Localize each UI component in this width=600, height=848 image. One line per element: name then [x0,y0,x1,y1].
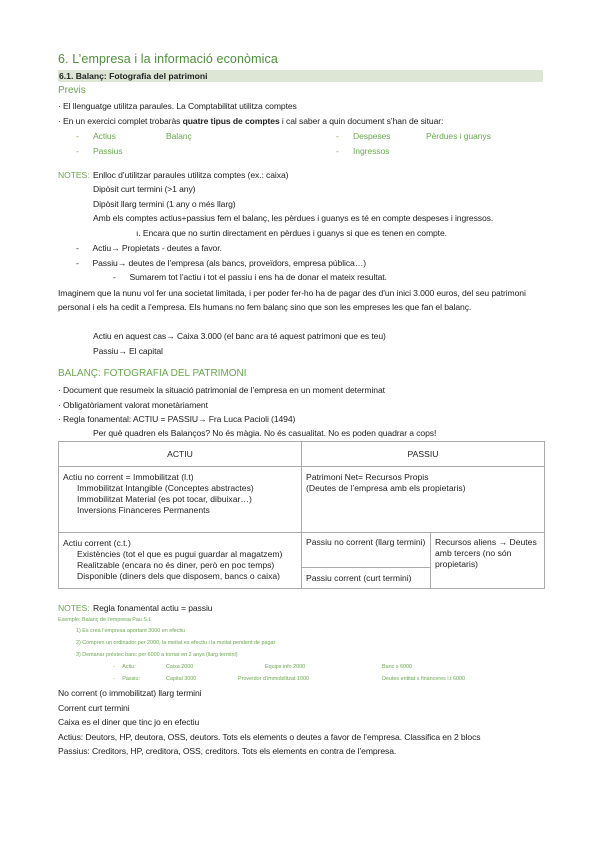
note-line: Regla fonamental actiu = passiu [93,603,213,613]
balanc-line: Per què quadren els Balanços? No és màgia. No és casualitat. No es poden quadrar a cops! [93,428,437,438]
recursos-aliens-cell: Recursos aliens → Deutes amb tercers (no són propietaris) [431,533,545,589]
example-value: Capital 3000 [166,676,197,682]
actiu-corrent-cell [59,533,302,589]
example-step: 3) Demanar préstec banc per 6000 a tornar en 2 anys (llarg termini) [76,652,238,658]
passiu-header: PASSIU [302,442,545,467]
list-item: Immobilitzat Intangible (Conceptes abstractes) [77,483,254,493]
tail-line: Actius: Deutors, HP, deutora, OSS, deutors. Tots els elements o deutes a favor de l’empresa. Classifica en 2 blocs [58,732,481,742]
list-bullet: - [76,146,79,156]
note-line: - Passiu→ deutes de l’empresa (als bancs, proveïdors, empresa pública…) [76,258,366,268]
list-item: Inversions Financeres Permanents [77,505,210,515]
list-bullet: - [336,131,339,141]
balanc-line: · Document que resumeix la situació patrimonial de l’empresa en un moment determinat [58,385,385,395]
example-title: Exemple: Balanç de l’empresa Pau S.L [58,617,152,623]
balanc-line: · Obligatòriament valorat monetàriament [58,400,208,410]
passiu-corrent-cell: Passiu corrent (curt termini) [302,568,431,589]
example-value: Banc s 6000 [382,664,412,670]
note-line: Enlloc d’utilitzar paraules utilitza comptes (ex.: caixa) [93,170,289,180]
balanc-heading: BALANÇ: FOTOGRAFIA DEL PATRIMONI [58,368,247,379]
patrimoni-net-desc: (Deutes de l’empresa amb els propietaris) [306,483,466,493]
example-paragraph: Imaginem que la nunu vol fer una societat limitada, i per poder fer-ho ha de pagar des d’un inici 3.000 euros, del seu patrimoni personal i els ha cedit a l’empresa. Els humans no fem balanç sino que son les empreses les que fan el balanç. [58,288,526,312]
list-item: Existències (tot el que es pugui guardar al magatzem) [77,549,283,559]
note-line: Actiu en aquest cas→ Caixa 3.000 (el banc ara té aquest patrimoni que es teu) [93,331,386,341]
actiu-no-corrent-title: Actiu no corrent = Immobilitzat (l.t) [63,472,194,482]
tail-line: Corrent curt termini [58,703,130,713]
note-line: Amb els comptes actius+passius fem el balanç, les pèrdues i guanys es té en compte despeses i ingressos. [93,213,494,223]
note-line: - Sumarem tot l’actiu i tot el passiu i ens ha de donar el mateix resultat. [113,272,387,282]
balance-table [58,441,545,589]
actiu-header: ACTIU [59,442,302,467]
list-item: Immobilitzat Material (es pot tocar, dibuixar…) [77,494,252,504]
example-value: Deutes entitat s financeres l.t 6000 [382,676,466,682]
actiu-corrent-title: Actiu corrent (c.t.) [63,538,131,548]
previs-heading: Previs [58,85,86,96]
passiu-no-corrent-cell: Passiu no corrent (llarg termini) [302,533,431,568]
note-line: Dipòsit curt termini (>1 any) [93,184,196,194]
list-item: Disponible (diners dels que disposem, bancs o caixa) [77,571,281,581]
example-actiu-label: - Actiu: [113,664,136,670]
notes-label: NOTES: [58,170,90,180]
note-line: Passiu→ El capital [93,346,163,356]
tail-line: Passius: Creditors, HP, creditora, OSS, creditors. Tots els elements en contra de l’empresa. [58,746,397,756]
page-title: 6. L’empresa i la informació econòmica [58,52,278,66]
example-value: Proveïdor d’immobilitzat 1000 [238,676,310,682]
account-type: Balanç [166,131,192,141]
previs-line: · El llenguatge utilitza paraules. La Comptabilitat utilitza comptes [58,101,297,111]
account-type: Passius [93,146,123,156]
balanc-line: · Regla fonamental: ACTIU = PASSIU→ Fra Luca Pacioli (1494) [58,414,296,424]
example-step: 2) Compren un ordinador per 2000, la meitat es efectiu i la meitat pendent de pagar [76,640,276,646]
example-value: Caixa 2000 [166,664,194,670]
account-type: Ingressos [353,146,390,156]
note-line: - Actiu→ Propietats - deutes a favor. [76,243,222,253]
tail-line: No corrent (o immobilitzat) llarg termini [58,688,202,698]
example-step: 1) Es crea l’empresa aportant 3000 en efectiu [76,628,186,634]
account-type: Despeses [353,131,391,141]
actiu-no-corrent-cell [59,467,302,533]
list-bullet: - [336,146,339,156]
note-line: Dipòsit llarg termini (1 any o més llarg) [93,199,236,209]
patrimoni-net-title: Patrimoni Net= Recursos Propis [306,472,429,482]
notes-label: NOTES: [58,603,90,613]
list-bullet: - [76,131,79,141]
tail-line: Caixa es el diner que tinc jo en efectiu [58,717,200,727]
account-type: Actius [93,131,116,141]
section-heading: 6.1. Balanç: Fotografia del patrimoni [58,70,543,82]
account-type: Pèrdues i guanys [426,131,491,141]
previs-line: · En un exercici complet trobaràs quatre tipus de comptes i cal saber a quin document s’han de situar: [58,116,444,126]
example-passiu-label: - Passiu: [113,676,140,682]
list-item: Realitzable (encara no és diner, però en poc temps) [77,560,275,570]
note-line: ı. Encara que no surtin directament en pèrdues i guanys si que es tenen en compte. [136,228,447,238]
example-value: Equips info 2000 [265,664,306,670]
patrimoni-net-cell [302,467,545,533]
